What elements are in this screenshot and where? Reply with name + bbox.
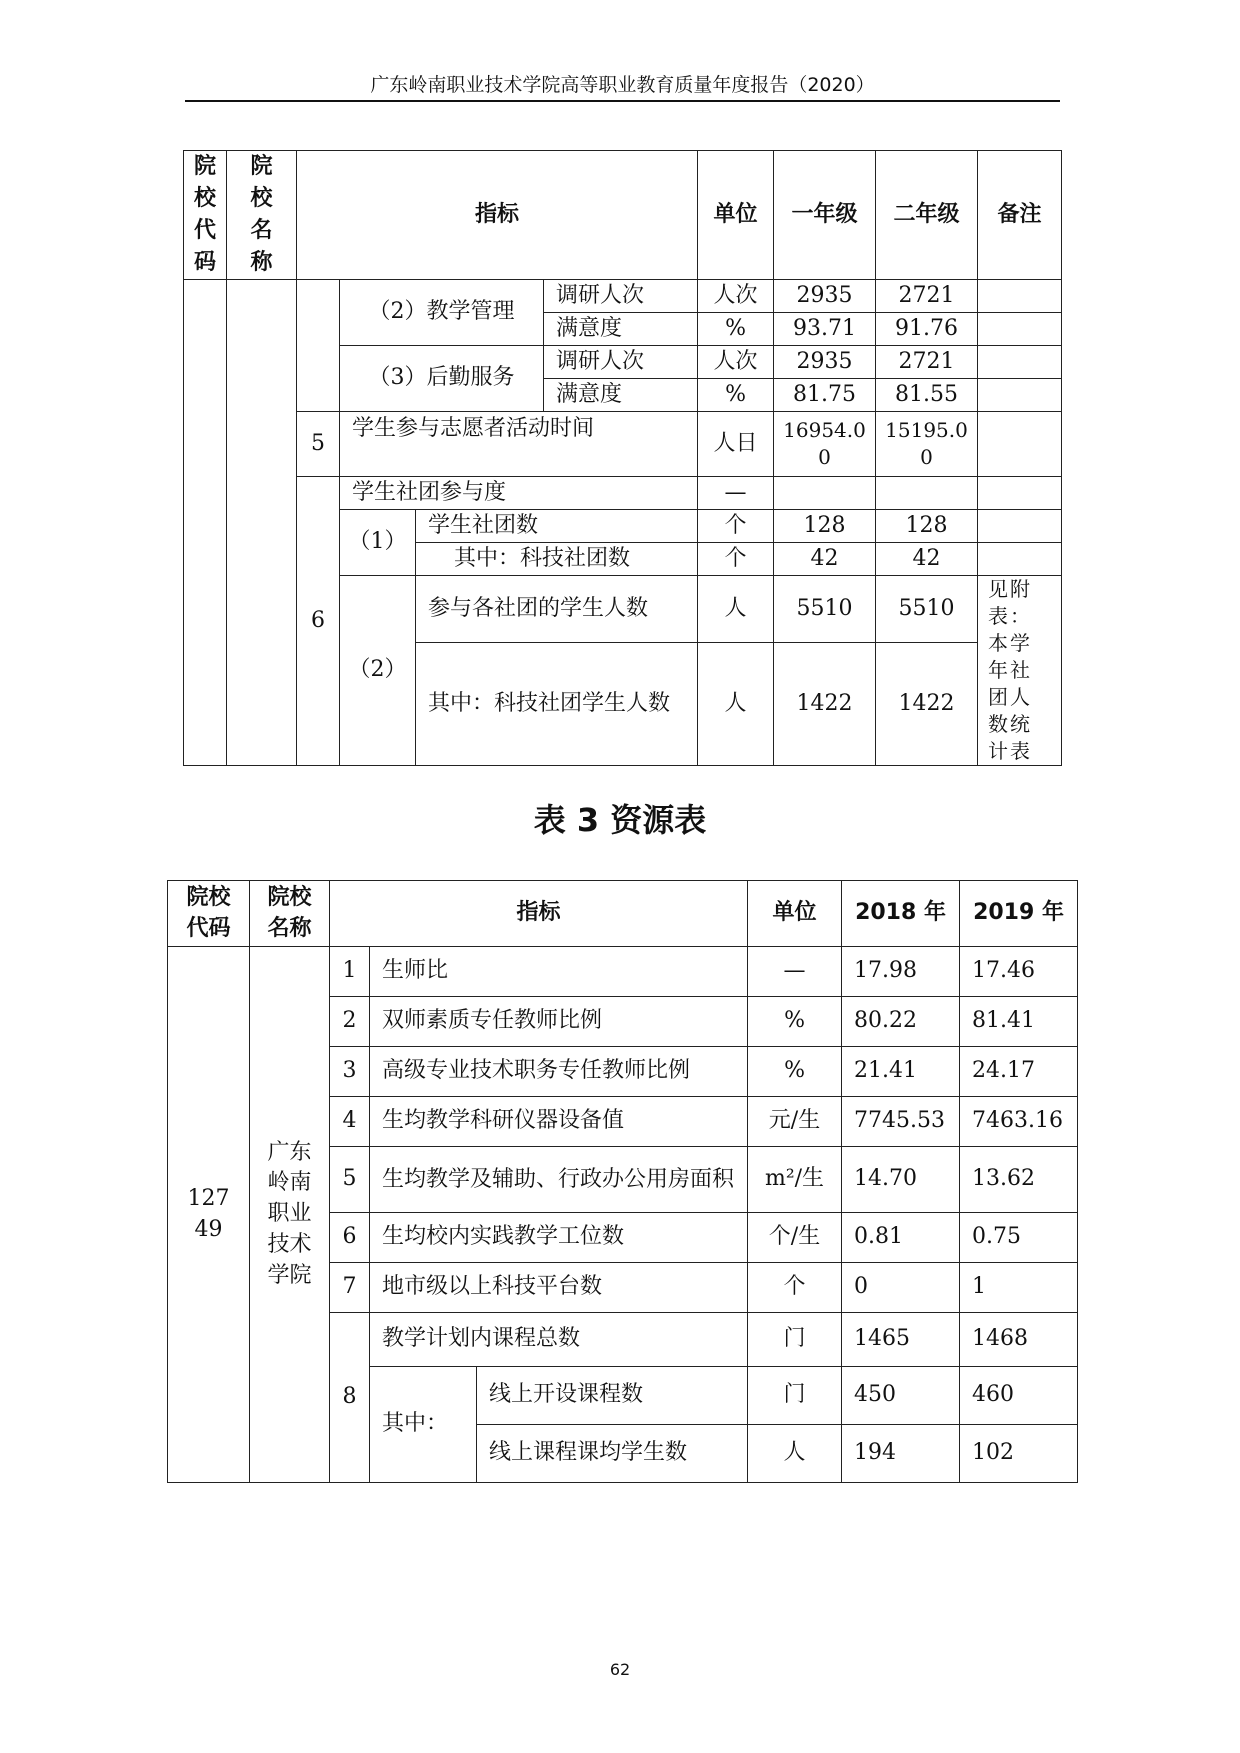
t3-row5-2019: 13.62 [960, 1147, 1078, 1213]
t3-row1-2018: 17.98 [842, 947, 960, 997]
page-header: 广东岭南职业技术学院高等职业教育质量年度报告（2020） [370, 74, 875, 96]
teaching-mgmt-survey-label: 调研人次 [544, 280, 698, 313]
school-name-cell [227, 280, 297, 766]
row6-sub2-a-g1: 5510 [774, 576, 876, 643]
header-unit: 单位 [698, 151, 774, 280]
row6-unit: — [698, 477, 774, 510]
remark-cell [978, 346, 1062, 379]
row5-label: 学生参与志愿者活动时间 [340, 412, 698, 477]
t3-row6-label: 生均校内实践教学工位数 [370, 1213, 748, 1263]
t3-row8-num: 8 [330, 1313, 370, 1483]
t3-row3-2018: 21.41 [842, 1047, 960, 1097]
t3-row1-unit: — [748, 947, 842, 997]
row6-sub1-label: （1） [340, 510, 416, 576]
t3-row5-label: 生均教学及辅助、行政办公用房面积 [370, 1147, 748, 1213]
t3-row8b-label: 线上课程课均学生数 [477, 1425, 748, 1483]
row5-g2: 15195.00 [876, 412, 978, 477]
row5-number: 5 [297, 412, 340, 477]
t3-row8-sub-label: 其中： [370, 1367, 477, 1483]
t3-row7-2019: 1 [960, 1263, 1078, 1313]
t3-row6-2019: 0.75 [960, 1213, 1078, 1263]
table3-caption: 表 3 资源表 [533, 801, 707, 839]
t3-header-code: 院校代码 [168, 881, 250, 947]
t3-header-name: 院校名称 [250, 881, 330, 947]
t3-row7-unit: 个 [748, 1263, 842, 1313]
teaching-mgmt-survey-g2: 2721 [876, 280, 978, 313]
t3-school-name: 广东岭南职业技术学院 [250, 947, 330, 1483]
t3-row8-2018: 1465 [842, 1313, 960, 1367]
logistics-sat-unit: % [698, 379, 774, 412]
row6-sub2-a-label: 参与各社团的学生人数 [416, 576, 698, 643]
row5-unit: 人日 [698, 412, 774, 477]
t3-row3-2019: 24.17 [960, 1047, 1078, 1097]
header-grade1: 一年级 [774, 151, 876, 280]
t3-header-indicator: 指标 [330, 881, 748, 947]
row6-sub2-b-label: 其中：科技社团学生人数 [416, 642, 698, 765]
row6-g1 [774, 477, 876, 510]
row6-sub2-remark: 见附表：本学年社团人数统计表 [978, 576, 1062, 766]
t3-header-2019: 2019 年 [960, 881, 1078, 947]
t3-row6-2018: 0.81 [842, 1213, 960, 1263]
t3-row5-unit: m²/生 [748, 1147, 842, 1213]
remark-cell [978, 412, 1062, 477]
t3-row3-label: 高级专业技术职务专任教师比例 [370, 1047, 748, 1097]
row6-sub2-label: （2） [340, 576, 416, 766]
t3-row8a-unit: 门 [748, 1367, 842, 1425]
row6-g2 [876, 477, 978, 510]
t3-row2-2018: 80.22 [842, 997, 960, 1047]
remark-cell [978, 280, 1062, 313]
row6-sub1-a-unit: 个 [698, 510, 774, 543]
row6-sub2-b-g2: 1422 [876, 642, 978, 765]
remark-cell [978, 313, 1062, 346]
t3-row8-2019: 1468 [960, 1313, 1078, 1367]
t3-row5-2018: 14.70 [842, 1147, 960, 1213]
row6-sub1-a-g2: 128 [876, 510, 978, 543]
row6-sub1-b-label: 其中：科技社团数 [416, 543, 698, 576]
row5-g1: 16954.00 [774, 412, 876, 477]
t3-row4-num: 4 [330, 1097, 370, 1147]
t3-row8a-2019: 460 [960, 1367, 1078, 1425]
header-grade2: 二年级 [876, 151, 978, 280]
t3-school-code: 12749 [168, 947, 250, 1483]
row6-sub1-a-g1: 128 [774, 510, 876, 543]
row6-sub2-a-unit: 人 [698, 576, 774, 643]
t3-row6-num: 6 [330, 1213, 370, 1263]
row6-label: 学生社团参与度 [340, 477, 698, 510]
t3-header-2018: 2018 年 [842, 881, 960, 947]
t3-row4-unit: 元/生 [748, 1097, 842, 1147]
t3-row1-label: 生师比 [370, 947, 748, 997]
logistics-sat-label: 满意度 [544, 379, 698, 412]
t3-row4-label: 生均教学科研仪器设备值 [370, 1097, 748, 1147]
section-number-cell [297, 280, 340, 412]
t3-row7-num: 7 [330, 1263, 370, 1313]
row6-number: 6 [297, 477, 340, 766]
t3-row1-num: 1 [330, 947, 370, 997]
t3-row3-num: 3 [330, 1047, 370, 1097]
row6-sub1-a-label: 学生社团数 [416, 510, 698, 543]
school-code-cell [184, 280, 227, 766]
t3-row8b-unit: 人 [748, 1425, 842, 1483]
t3-header-unit: 单位 [748, 881, 842, 947]
teaching-mgmt-sat-g1: 93.71 [774, 313, 876, 346]
page-number: 62 [609, 1660, 631, 1679]
t3-row2-label: 双师素质专任教师比例 [370, 997, 748, 1047]
logistics-survey-unit: 人次 [698, 346, 774, 379]
t3-row3-unit: % [748, 1047, 842, 1097]
t3-row2-num: 2 [330, 997, 370, 1047]
row6-sub1-b-g2: 42 [876, 543, 978, 576]
t3-row6-unit: 个/生 [748, 1213, 842, 1263]
t3-row8b-2019: 102 [960, 1425, 1078, 1483]
header-remark: 备注 [978, 151, 1062, 280]
t3-row1-2019: 17.46 [960, 947, 1078, 997]
remark-cell [978, 477, 1062, 510]
header-indicator: 指标 [297, 151, 698, 280]
t3-row8b-2018: 194 [842, 1425, 960, 1483]
teaching-mgmt-label: （2）教学管理 [340, 280, 544, 346]
teaching-mgmt-sat-unit: % [698, 313, 774, 346]
t3-row8a-label: 线上开设课程数 [477, 1367, 748, 1425]
logistics-label: （3）后勤服务 [340, 346, 544, 412]
t3-row8-unit: 门 [748, 1313, 842, 1367]
header-school-code: 院校代码 [184, 151, 227, 280]
remark-cell [978, 543, 1062, 576]
logistics-sat-g2: 81.55 [876, 379, 978, 412]
t3-row2-unit: % [748, 997, 842, 1047]
row6-sub2-a-g2: 5510 [876, 576, 978, 643]
t3-row8a-2018: 450 [842, 1367, 960, 1425]
teaching-mgmt-survey-unit: 人次 [698, 280, 774, 313]
remark-cell [978, 510, 1062, 543]
t3-row4-2018: 7745.53 [842, 1097, 960, 1147]
t3-row2-2019: 81.41 [960, 997, 1078, 1047]
remark-cell [978, 379, 1062, 412]
row6-sub1-b-g1: 42 [774, 543, 876, 576]
t3-row5-num: 5 [330, 1147, 370, 1213]
teaching-mgmt-sat-label: 满意度 [544, 313, 698, 346]
teaching-mgmt-sat-g2: 91.76 [876, 313, 978, 346]
t3-row8-label: 教学计划内课程总数 [370, 1313, 748, 1367]
resource-table [167, 880, 1078, 1483]
logistics-sat-g1: 81.75 [774, 379, 876, 412]
row6-sub1-b-unit: 个 [698, 543, 774, 576]
t3-row7-label: 地市级以上科技平台数 [370, 1263, 748, 1313]
row6-sub2-b-g1: 1422 [774, 642, 876, 765]
t3-row7-2018: 0 [842, 1263, 960, 1313]
t3-row4-2019: 7463.16 [960, 1097, 1078, 1147]
logistics-survey-label: 调研人次 [544, 346, 698, 379]
header-school-name: 院校名称 [227, 151, 297, 280]
logistics-survey-g1: 2935 [774, 346, 876, 379]
row6-sub2-b-unit: 人 [698, 642, 774, 765]
header-rule [185, 100, 1060, 102]
indicator-table-continued [183, 150, 1062, 766]
logistics-survey-g2: 2721 [876, 346, 978, 379]
teaching-mgmt-survey-g1: 2935 [774, 280, 876, 313]
